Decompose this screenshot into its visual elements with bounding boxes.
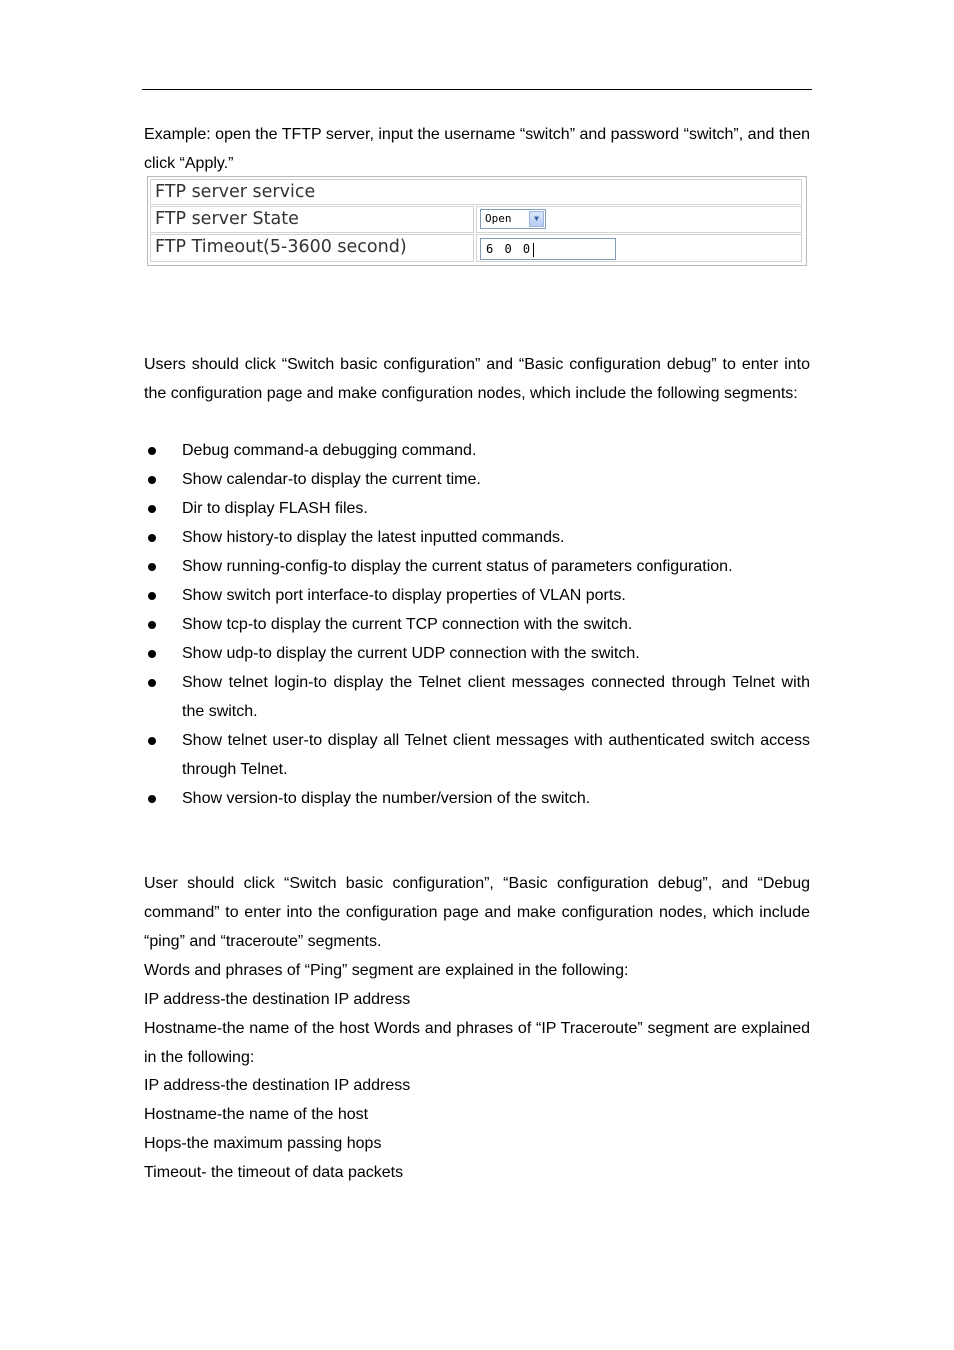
bullet-icon (148, 621, 156, 629)
list-item: Debug command-a debugging command. (144, 436, 810, 465)
command-intro-paragraph: User should click “Switch basic configuration”, “Basic configuration debug”, and “Debug command” to enter into the configuration page and make configuration nodes, which include “ping” and “traceroute” segments. (144, 875, 810, 950)
trace-ip-line: IP address-the destination IP address (144, 1077, 411, 1094)
list-item: Show calendar-to display the current time. (144, 465, 810, 494)
intro-paragraph: Example: open the TFTP server, input the username “switch” and password “switch”, and then click “Apply.” (144, 126, 810, 172)
bullet-icon (148, 795, 156, 803)
list-item: Show telnet user-to display all Telnet client messages with authenticated switch access through Telnet. (144, 726, 810, 784)
list-item: Show history-to display the latest inputted commands. (144, 523, 810, 552)
ftp-config-table (147, 176, 807, 266)
trace-hostname-line: Hostname-the name of the host (144, 1106, 369, 1123)
ftp-timeout-value: 6 0 0 (486, 242, 533, 256)
list-item: Show tcp-to display the current TCP connection with the switch. (144, 610, 810, 639)
ftp-state-label: FTP server State (150, 206, 474, 233)
bullet-icon (148, 447, 156, 455)
bullet-icon (148, 592, 156, 600)
hostname-traceroute-paragraph: Hostname-the name of the host Words and phrases of “IP Traceroute” segment are explained in the following: (144, 1020, 810, 1066)
header-rule (142, 89, 812, 90)
list-item: Dir to display FLASH files. (144, 494, 810, 523)
list-item: Show running-config-to display the current status of parameters configuration. (144, 552, 810, 581)
chevron-down-icon[interactable]: ▼ (529, 211, 544, 227)
bullet-icon (148, 650, 156, 658)
ftp-table-header: FTP server service (150, 179, 802, 205)
trace-timeout-line: Timeout- the timeout of data packets (144, 1164, 404, 1181)
debug-intro-paragraph: Users should click “Switch basic configuration” and “Basic configuration debug” to enter into the configuration page and make configuration nodes, which include the following segments: (144, 356, 810, 402)
ping-heading: Words and phrases of “Ping” segment are explained in the following: (144, 962, 629, 979)
ftp-state-cell (476, 206, 802, 233)
list-item: Show version-to display the number/version of the switch. (144, 784, 810, 813)
bullet-icon (148, 505, 156, 513)
bullet-icon (148, 534, 156, 542)
debug-items-list (144, 436, 810, 813)
bullet-icon (148, 476, 156, 484)
ftp-state-value: Open (485, 212, 512, 225)
text-caret (533, 243, 534, 257)
bullet-icon (148, 679, 156, 687)
bullet-icon (148, 563, 156, 571)
ftp-timeout-input[interactable] (480, 238, 616, 260)
ftp-timeout-cell (476, 234, 802, 262)
ping-ip-line: IP address-the destination IP address (144, 991, 411, 1008)
list-item: Show switch port interface-to display properties of VLAN ports. (144, 581, 810, 610)
ftp-timeout-label: FTP Timeout(5-3600 second) (150, 234, 474, 262)
list-item: Show udp-to display the current UDP connection with the switch. (144, 639, 810, 668)
trace-hops-line: Hops-the maximum passing hops (144, 1135, 382, 1152)
bullet-icon (148, 737, 156, 745)
ftp-state-select[interactable] (480, 209, 546, 229)
list-item: Show telnet login-to display the Telnet client messages connected through Telnet with the switch. (144, 668, 810, 726)
